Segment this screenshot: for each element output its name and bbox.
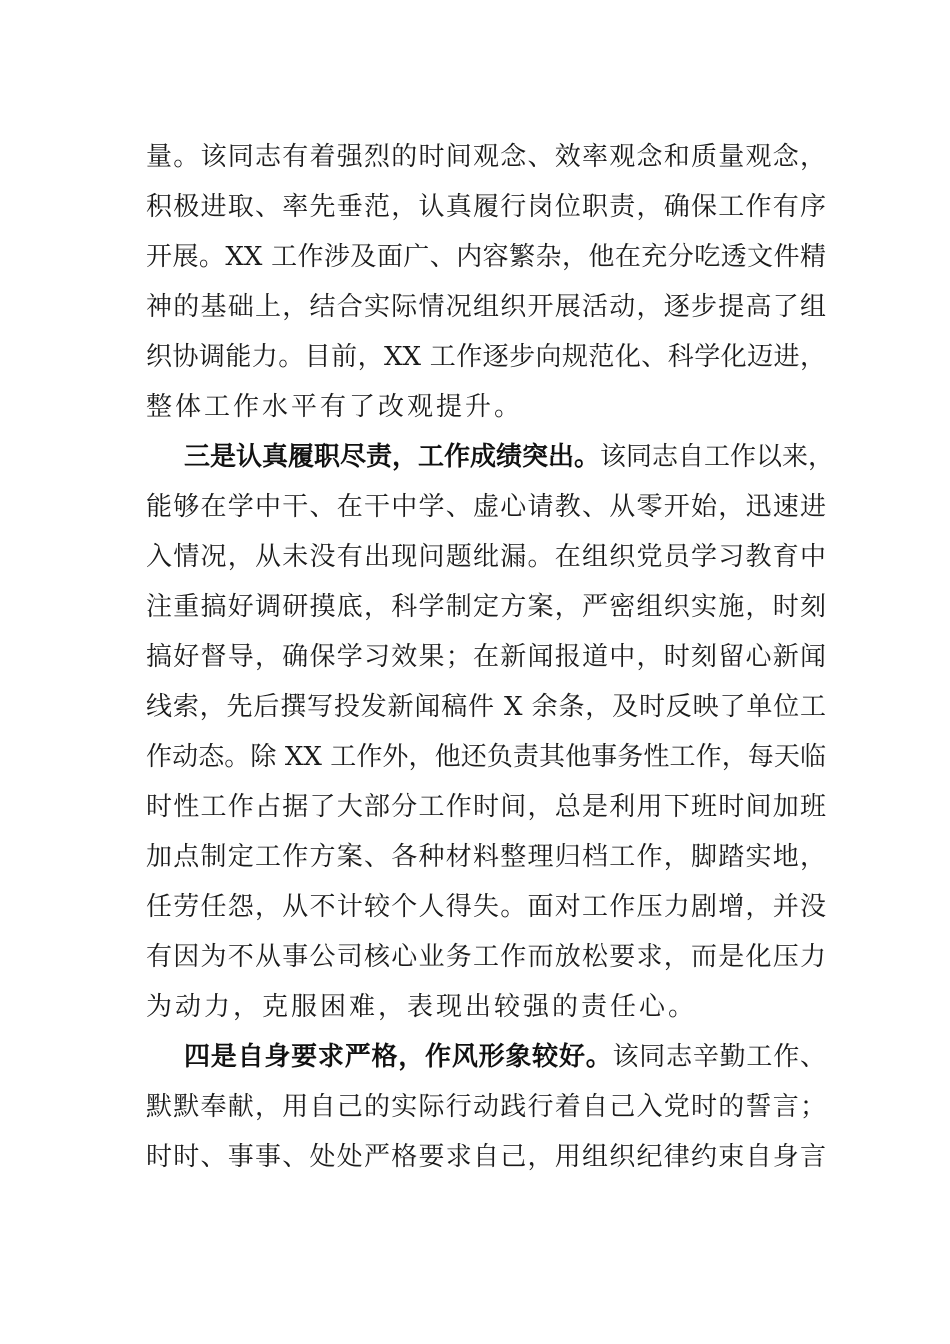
paragraph-line: 整体工作水平有了改观提升。 — [146, 392, 524, 422]
paragraph-line: 任劳任怨，从不计较个人得失。面对工作压力剧增，并没 — [146, 892, 826, 922]
section-heading: 四是自身要求严格，作风形象较好。 — [184, 1042, 613, 1072]
paragraph-line: 时时、事事、处处严格要求自己，用组织纪律约束自身言 — [146, 1142, 826, 1172]
paragraph-line: 能够在学中干、在干中学、虚心请教、从零开始，迅速进 — [146, 492, 826, 522]
paragraph-line: 神的基础上，结合实际情况组织开展活动，逐步提高了组 — [146, 292, 826, 322]
paragraph-line: 注重搞好调研摸底，科学制定方案，严密组织实施，时刻 — [146, 592, 826, 622]
paragraph-text: 该同志自工作以来， — [600, 442, 835, 472]
paragraph-line: 加点制定工作方案、各种材料整理归档工作，脚踏实地， — [146, 842, 826, 872]
paragraph-line: 时性工作占据了大部分工作时间，总是利用下班时间加班 — [146, 792, 826, 822]
paragraph-1 — [146, 132, 826, 432]
paragraph-line: 线索，先后撰写投发新闻稿件 X 余条，及时反映了单位工 — [146, 692, 826, 722]
paragraph-line: 量。该同志有着强烈的时间观念、效率观念和质量观念， — [146, 142, 826, 172]
paragraph-line: 开展。XX 工作涉及面广、内容繁杂，他在充分吃透文件精 — [146, 242, 826, 272]
paragraph-line: 作动态。除 XX 工作外，他还负责其他事务性工作，每天临 — [146, 742, 826, 772]
paragraph-line: 积极进取、率先垂范，认真履行岗位职责，确保工作有序 — [146, 192, 826, 222]
paragraph-first-line — [146, 1032, 826, 1082]
paragraph-line: 入情况，从未没有出现问题纰漏。在组织党员学习教育中 — [146, 542, 826, 572]
paragraph-line: 织协调能力。目前，XX 工作逐步向规范化、科学化迈进， — [146, 342, 826, 372]
paragraph-line: 为动力，克服困难，表现出较强的责任心。 — [146, 992, 698, 1022]
paragraph-line: 默默奉献，用自己的实际行动践行着自己入党时的誓言； — [146, 1092, 826, 1122]
paragraph-line: 搞好督导，确保学习效果；在新闻报道中，时刻留心新闻 — [146, 642, 826, 672]
paragraph-2 — [146, 432, 835, 1032]
paragraph-text: 该同志辛勤工作、 — [612, 1042, 826, 1072]
section-heading: 三是认真履职尽责，工作成绩突出。 — [184, 442, 601, 472]
paragraph-line: 有因为不从事公司核心业务工作而放松要求，而是化压力 — [146, 942, 826, 972]
paragraph-3 — [146, 1032, 826, 1182]
paragraph-first-line — [146, 432, 835, 482]
